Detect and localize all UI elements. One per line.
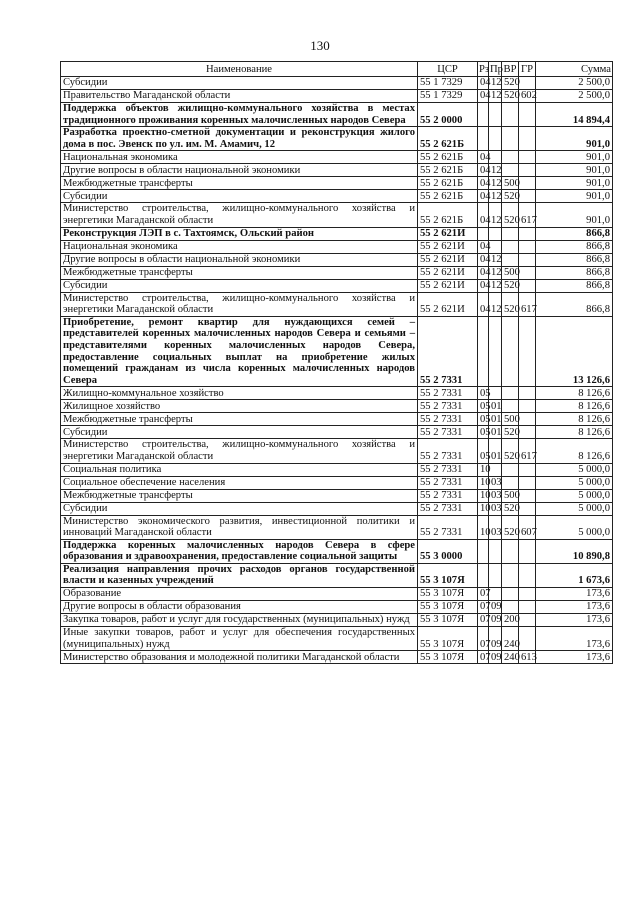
table-row — [61, 316, 613, 387]
cell-csr: 55 3 107Я — [418, 651, 478, 664]
cell-vr: 520 — [502, 203, 519, 227]
cell-name: Субсидии — [61, 190, 418, 203]
cell-vr: 520 — [502, 426, 519, 439]
cell-sum: 173,6 — [536, 627, 613, 651]
cell-gr: 617 — [519, 203, 536, 227]
cell-gr — [519, 476, 536, 489]
cell-sum: 5 000,0 — [536, 463, 613, 476]
table-row — [61, 588, 613, 601]
cell-sum: 10 890,8 — [536, 539, 613, 563]
cell-name: Субсидии — [61, 502, 418, 515]
cell-name: Другие вопросы в области образования — [61, 601, 418, 614]
page-number: 130 — [310, 38, 330, 53]
cell-rz: 04 — [478, 90, 489, 103]
table-row — [61, 413, 613, 426]
cell-csr: 55 2 0000 — [418, 103, 478, 127]
cell-pr: 12 — [489, 253, 502, 266]
table-row — [61, 90, 613, 103]
cell-sum: 8 126,6 — [536, 439, 613, 463]
cell-csr: 55 3 107Я — [418, 588, 478, 601]
cell-vr: 500 — [502, 266, 519, 279]
table-row — [61, 127, 613, 151]
cell-pr: 12 — [489, 90, 502, 103]
cell-vr: 520 — [502, 515, 519, 539]
cell-gr — [519, 77, 536, 90]
cell-gr — [519, 489, 536, 502]
cell-rz: 07 — [478, 601, 489, 614]
table-row — [61, 190, 613, 203]
cell-rz: 04 — [478, 77, 489, 90]
cell-vr — [502, 164, 519, 177]
cell-sum: 901,0 — [536, 190, 613, 203]
cell-gr — [519, 426, 536, 439]
cell-rz: 04 — [478, 151, 489, 164]
cell-sum: 901,0 — [536, 127, 613, 151]
cell-vr — [502, 240, 519, 253]
cell-csr: 55 2 7331 — [418, 426, 478, 439]
cell-vr — [502, 563, 519, 587]
table-row — [61, 266, 613, 279]
cell-vr: 520 — [502, 279, 519, 292]
table-row — [61, 103, 613, 127]
cell-sum: 866,8 — [536, 240, 613, 253]
cell-pr: 12 — [489, 77, 502, 90]
cell-pr — [489, 227, 502, 240]
cell-name: Министерство экономического развития, инвестиционной политики и инноваций Магаданской области — [61, 515, 418, 539]
cell-csr: 55 2 621Б — [418, 203, 478, 227]
cell-rz — [478, 103, 489, 127]
cell-vr — [502, 227, 519, 240]
cell-vr: 520 — [502, 502, 519, 515]
cell-csr: 55 2 621И — [418, 253, 478, 266]
table-row — [61, 439, 613, 463]
cell-name: Межбюджетные трансферты — [61, 489, 418, 502]
cell-gr — [519, 413, 536, 426]
cell-csr: 55 2 621Б — [418, 127, 478, 151]
cell-gr: 617 — [519, 439, 536, 463]
cell-name: Иные закупки товаров, работ и услуг для обеспечения государственных (муниципальных) нужд — [61, 627, 418, 651]
cell-csr: 55 2 7331 — [418, 387, 478, 400]
table-row — [61, 614, 613, 627]
cell-name: Другие вопросы в области национальной экономики — [61, 164, 418, 177]
cell-rz: 10 — [478, 515, 489, 539]
cell-sum: 5 000,0 — [536, 515, 613, 539]
cell-vr: 520 — [502, 90, 519, 103]
cell-csr: 55 2 7331 — [418, 400, 478, 413]
cell-gr — [519, 588, 536, 601]
cell-gr — [519, 400, 536, 413]
cell-rz: 05 — [478, 387, 489, 400]
cell-vr: 500 — [502, 177, 519, 190]
cell-name: Поддержка коренных малочисленных народов Севера в сфере образования и здравоохранения, предоставление социальной защиты — [61, 539, 418, 563]
cell-vr: 500 — [502, 413, 519, 426]
cell-vr — [502, 476, 519, 489]
cell-rz: 04 — [478, 164, 489, 177]
cell-sum: 173,6 — [536, 588, 613, 601]
cell-sum: 1 673,6 — [536, 563, 613, 587]
cell-pr: 12 — [489, 279, 502, 292]
cell-vr — [502, 103, 519, 127]
cell-vr — [502, 151, 519, 164]
cell-gr — [519, 627, 536, 651]
cell-vr: 520 — [502, 439, 519, 463]
table-row — [61, 387, 613, 400]
table-header-row — [61, 62, 613, 77]
cell-gr — [519, 103, 536, 127]
cell-name: Министерство образования и молодежной политики Магаданской области — [61, 651, 418, 664]
cell-pr: 01 — [489, 413, 502, 426]
cell-sum: 5 000,0 — [536, 489, 613, 502]
cell-gr — [519, 227, 536, 240]
cell-sum: 901,0 — [536, 203, 613, 227]
table-row — [61, 463, 613, 476]
cell-pr — [489, 103, 502, 127]
cell-rz: 05 — [478, 439, 489, 463]
cell-vr: 520 — [502, 77, 519, 90]
cell-pr: 01 — [489, 400, 502, 413]
cell-sum: 8 126,6 — [536, 387, 613, 400]
cell-sum: 5 000,0 — [536, 476, 613, 489]
cell-gr: 602 — [519, 90, 536, 103]
cell-csr: 55 2 621Б — [418, 190, 478, 203]
cell-pr: 01 — [489, 426, 502, 439]
cell-csr: 55 1 7329 — [418, 77, 478, 90]
cell-vr: 520 — [502, 292, 519, 316]
cell-pr: 03 — [489, 502, 502, 515]
cell-csr: 55 1 7329 — [418, 90, 478, 103]
cell-gr — [519, 539, 536, 563]
cell-gr — [519, 177, 536, 190]
cell-sum: 13 126,6 — [536, 316, 613, 387]
table-body — [61, 77, 613, 664]
cell-pr: 09 — [489, 651, 502, 664]
cell-gr — [519, 266, 536, 279]
cell-name: Социальное обеспечение населения — [61, 476, 418, 489]
cell-sum: 8 126,6 — [536, 413, 613, 426]
cell-rz — [478, 539, 489, 563]
cell-vr: 240 — [502, 627, 519, 651]
cell-name: Субсидии — [61, 77, 418, 90]
table-row — [61, 601, 613, 614]
cell-vr — [502, 316, 519, 387]
cell-sum: 901,0 — [536, 164, 613, 177]
cell-rz: 07 — [478, 627, 489, 651]
cell-pr: 03 — [489, 515, 502, 539]
cell-vr: 200 — [502, 614, 519, 627]
cell-csr: 55 3 107Я — [418, 563, 478, 587]
header-sum: Сумма — [536, 62, 613, 77]
cell-name: Реконструкция ЛЭП в с. Тахтоямск, Ольский район — [61, 227, 418, 240]
cell-gr — [519, 127, 536, 151]
cell-gr — [519, 387, 536, 400]
cell-pr: 12 — [489, 266, 502, 279]
cell-sum: 173,6 — [536, 614, 613, 627]
cell-gr — [519, 240, 536, 253]
table-row — [61, 426, 613, 439]
cell-sum: 14 894,4 — [536, 103, 613, 127]
cell-sum: 2 500,0 — [536, 90, 613, 103]
cell-vr — [502, 601, 519, 614]
cell-csr: 55 2 7331 — [418, 515, 478, 539]
cell-sum: 901,0 — [536, 151, 613, 164]
cell-sum: 8 126,6 — [536, 426, 613, 439]
cell-gr — [519, 316, 536, 387]
cell-pr: 12 — [489, 177, 502, 190]
cell-rz: 04 — [478, 203, 489, 227]
cell-gr — [519, 463, 536, 476]
cell-csr: 55 2 7331 — [418, 463, 478, 476]
table-row — [61, 151, 613, 164]
cell-name: Межбюджетные трансферты — [61, 413, 418, 426]
table-row — [61, 563, 613, 587]
cell-pr: 12 — [489, 292, 502, 316]
cell-rz: 10 — [478, 489, 489, 502]
cell-csr: 55 2 621И — [418, 240, 478, 253]
cell-pr — [489, 316, 502, 387]
table-row — [61, 539, 613, 563]
cell-pr: 01 — [489, 439, 502, 463]
cell-vr: 240 — [502, 651, 519, 664]
cell-csr: 55 2 7331 — [418, 502, 478, 515]
cell-gr — [519, 502, 536, 515]
cell-gr: 617 — [519, 292, 536, 316]
cell-vr — [502, 588, 519, 601]
cell-csr: 55 2 7331 — [418, 489, 478, 502]
cell-pr: 03 — [489, 489, 502, 502]
cell-rz: 10 — [478, 502, 489, 515]
cell-rz — [478, 227, 489, 240]
cell-name: Закупка товаров, работ и услуг для государственных (муниципальных) нужд — [61, 614, 418, 627]
cell-csr: 55 3 0000 — [418, 539, 478, 563]
table-row — [61, 502, 613, 515]
cell-csr: 55 3 107Я — [418, 627, 478, 651]
cell-sum: 2 500,0 — [536, 77, 613, 90]
cell-vr — [502, 539, 519, 563]
cell-name: Поддержка объектов жилищно-коммунального хозяйства в местах традиционного проживания коренных малочисленных народов Севера — [61, 103, 418, 127]
cell-csr: 55 2 621Б — [418, 151, 478, 164]
cell-name: Другие вопросы в области национальной экономики — [61, 253, 418, 266]
cell-rz: 07 — [478, 614, 489, 627]
cell-pr: 09 — [489, 627, 502, 651]
budget-table — [60, 61, 613, 664]
cell-sum: 173,6 — [536, 601, 613, 614]
cell-csr: 55 2 621И — [418, 292, 478, 316]
cell-name: Национальная экономика — [61, 240, 418, 253]
cell-sum: 866,8 — [536, 227, 613, 240]
cell-csr: 55 2 7331 — [418, 476, 478, 489]
cell-gr — [519, 601, 536, 614]
header-vr: ВР — [502, 62, 519, 77]
cell-rz: 05 — [478, 400, 489, 413]
cell-rz: 04 — [478, 253, 489, 266]
table-row — [61, 292, 613, 316]
cell-name: Социальная политика — [61, 463, 418, 476]
cell-csr: 55 2 7331 — [418, 413, 478, 426]
cell-name: Приобретение, ремонт квартир для нуждающихся семей – представителей коренных малочисленных народов Севера и семьями – представителями коренных малочисленных народов Севера, предоставление социальных выплат на приобретение жилых помещений гражданам из числа коренных малочисленных народов Севера — [61, 316, 418, 387]
cell-gr — [519, 253, 536, 266]
cell-sum: 901,0 — [536, 177, 613, 190]
cell-csr: 55 2 621Б — [418, 164, 478, 177]
cell-gr — [519, 151, 536, 164]
cell-name: Министерство строительства, жилищно-коммунального хозяйства и энергетики Магаданской области — [61, 203, 418, 227]
cell-rz: 04 — [478, 292, 489, 316]
cell-sum: 866,8 — [536, 292, 613, 316]
table-row — [61, 203, 613, 227]
table-row — [61, 279, 613, 292]
cell-sum: 173,6 — [536, 651, 613, 664]
cell-gr — [519, 614, 536, 627]
cell-vr — [502, 253, 519, 266]
cell-sum: 866,8 — [536, 253, 613, 266]
cell-gr: 613 — [519, 651, 536, 664]
cell-vr: 520 — [502, 190, 519, 203]
table-row — [61, 489, 613, 502]
cell-vr — [502, 127, 519, 151]
cell-name: Национальная экономика — [61, 151, 418, 164]
cell-csr: 55 2 621И — [418, 279, 478, 292]
table-row — [61, 253, 613, 266]
cell-csr: 55 2 621И — [418, 266, 478, 279]
cell-sum: 866,8 — [536, 266, 613, 279]
table-row — [61, 400, 613, 413]
cell-rz — [478, 316, 489, 387]
cell-rz: 04 — [478, 190, 489, 203]
cell-rz: 07 — [478, 651, 489, 664]
header-gr: ГР — [519, 62, 536, 77]
header-name: Наименование — [61, 62, 418, 77]
cell-pr: 12 — [489, 203, 502, 227]
cell-rz: 04 — [478, 240, 489, 253]
table-row — [61, 651, 613, 664]
cell-rz — [478, 563, 489, 587]
cell-name: Правительство Магаданской области — [61, 90, 418, 103]
table-row — [61, 77, 613, 90]
cell-name: Субсидии — [61, 279, 418, 292]
cell-pr — [489, 563, 502, 587]
cell-rz: 10 — [478, 463, 489, 476]
cell-gr — [519, 563, 536, 587]
cell-gr — [519, 164, 536, 177]
table-row — [61, 515, 613, 539]
cell-pr: 12 — [489, 164, 502, 177]
header-pr: Пр — [489, 62, 502, 77]
cell-rz: 04 — [478, 266, 489, 279]
cell-name: Министерство строительства, жилищно-коммунального хозяйства и энергетики Магаданской области — [61, 439, 418, 463]
cell-rz — [478, 127, 489, 151]
cell-rz: 07 — [478, 588, 489, 601]
cell-gr — [519, 279, 536, 292]
cell-name: Министерство строительства, жилищно-коммунального хозяйства и энергетики Магаданской области — [61, 292, 418, 316]
cell-name: Жилищное хозяйство — [61, 400, 418, 413]
cell-csr: 55 3 107Я — [418, 601, 478, 614]
cell-pr: 03 — [489, 476, 502, 489]
cell-gr: 607 — [519, 515, 536, 539]
table-row — [61, 476, 613, 489]
cell-rz: 04 — [478, 279, 489, 292]
cell-pr — [489, 127, 502, 151]
cell-csr: 55 2 7331 — [418, 439, 478, 463]
cell-vr — [502, 400, 519, 413]
cell-name: Межбюджетные трансферты — [61, 177, 418, 190]
cell-name: Межбюджетные трансферты — [61, 266, 418, 279]
cell-vr — [502, 463, 519, 476]
cell-name: Жилищно-коммунальное хозяйство — [61, 387, 418, 400]
cell-name: Субсидии — [61, 426, 418, 439]
cell-pr — [489, 539, 502, 563]
table-row — [61, 164, 613, 177]
cell-pr: 09 — [489, 614, 502, 627]
table-row — [61, 240, 613, 253]
header-rz: Рз — [478, 62, 489, 77]
table-row — [61, 627, 613, 651]
cell-rz: 04 — [478, 177, 489, 190]
cell-name: Разработка проектно-сметной документации и реконструкция жилого дома в пос. Эвенск по ул. им. М. Амамич, 12 — [61, 127, 418, 151]
cell-rz: 05 — [478, 413, 489, 426]
cell-name: Реализация направления прочих расходов органов государственной власти и казенных учреждений — [61, 563, 418, 587]
table-row — [61, 227, 613, 240]
cell-csr: 55 3 107Я — [418, 614, 478, 627]
header-csr: ЦСР — [418, 62, 478, 77]
cell-gr — [519, 190, 536, 203]
cell-pr: 12 — [489, 190, 502, 203]
cell-csr: 55 2 7331 — [418, 316, 478, 387]
cell-sum: 866,8 — [536, 279, 613, 292]
cell-csr: 55 2 621Б — [418, 177, 478, 190]
cell-name: Образование — [61, 588, 418, 601]
cell-csr: 55 2 621И — [418, 227, 478, 240]
cell-sum: 5 000,0 — [536, 502, 613, 515]
table-row — [61, 177, 613, 190]
cell-sum: 8 126,6 — [536, 400, 613, 413]
cell-rz: 05 — [478, 426, 489, 439]
cell-vr — [502, 387, 519, 400]
cell-rz: 10 — [478, 476, 489, 489]
cell-vr: 500 — [502, 489, 519, 502]
cell-pr: 09 — [489, 601, 502, 614]
